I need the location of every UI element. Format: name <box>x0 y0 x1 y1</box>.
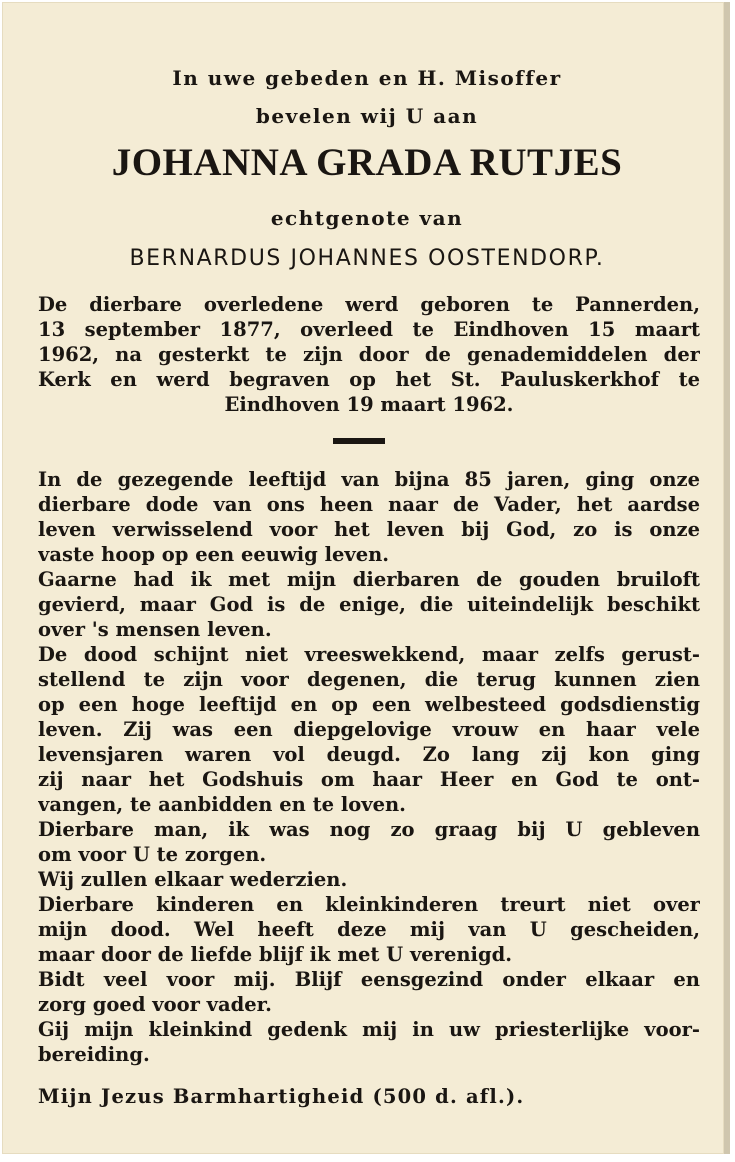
text-line: over 's mensen leven. <box>38 618 272 641</box>
text-line: Dierbare kinderen en kleinkinderen treurt niet over <box>38 893 700 916</box>
text-line: leven verwisselend voor het leven bij God, zo is onze <box>38 518 700 541</box>
text-line: om voor U te zorgen. <box>38 843 267 866</box>
spouse-intro: echtgenote van <box>270 206 464 230</box>
text-line: stellend te zijn voor degenen, die terug kunnen zien <box>38 668 700 691</box>
text-line: zorg goed voor vader. <box>38 993 272 1016</box>
indulgence-prayer: Mijn Jezus Barmhartigheid (500 d. afl.). <box>38 1085 525 1108</box>
text-line: vangen, te aanbidden en te loven. <box>38 793 406 816</box>
text-line: maar door de liefde blijf ik met U verenigd. <box>38 943 513 966</box>
deceased-name: JOHANNA GRADA RUTJES <box>111 141 623 184</box>
intro-line-2: bevelen wij U aan <box>255 104 479 128</box>
spouse-name: BERNARDUS JOHANNES OOSTENDORP. <box>129 246 605 271</box>
intro-line-1: In uwe gebeden en H. Misoffer <box>172 66 562 90</box>
memorial-text <box>38 467 700 1067</box>
divider-rule <box>333 438 385 444</box>
text-line: gevierd, maar God is de enige, die uiteindelijk beschikt <box>38 593 700 616</box>
biography-line: Kerk en werd begraven op het St. Pauluskerkhof te <box>38 368 700 391</box>
memorial-card <box>2 2 724 1154</box>
biography-line: 13 september 1877, overleed te Eindhoven 15 maart <box>38 318 700 341</box>
text-line: Bidt veel voor mij. Blijf eensgezind onder elkaar en <box>38 968 700 991</box>
text-line: vaste hoop op een eeuwig leven. <box>38 543 390 566</box>
text-line: De dood schijnt niet vreeswekkend, maar zelfs gerust- <box>38 643 700 666</box>
text-line: In de gezegende leeftijd van bijna 85 jaren, ging onze <box>38 468 700 491</box>
text-line: Dierbare man, ik was nog zo graag bij U gebleven <box>38 818 700 841</box>
biography-line: Eindhoven 19 maart 1962. <box>224 393 514 416</box>
text-line: dierbare dode van ons heen naar de Vader, het aardse <box>38 493 700 516</box>
text-line: Wij zullen elkaar wederzien. <box>38 868 348 891</box>
text-line: mijn dood. Wel heeft deze mij van U gescheiden, <box>38 918 700 941</box>
biography-line: 1962, na gesterkt te zijn door de genademiddelen der <box>38 343 700 366</box>
text-line: bereiding. <box>38 1043 150 1066</box>
biography <box>38 292 700 417</box>
text-line: Gij mijn kleinkind gedenk mij in uw priesterlijke voor- <box>38 1018 700 1041</box>
text-line: leven. Zij was een diepgelovige vrouw en haar vele <box>38 718 700 741</box>
text-line: Gaarne had ik met mijn dierbaren de gouden bruiloft <box>38 568 700 591</box>
text-line: zij naar het Godshuis om haar Heer en God te ont- <box>38 768 700 791</box>
biography-line: De dierbare overledene werd geboren te Pannerden, <box>38 293 700 316</box>
text-line: op een hoge leeftijd en op een welbesteed godsdienstig <box>38 693 700 716</box>
text-line: levensjaren waren vol deugd. Zo lang zij kon ging <box>38 743 700 766</box>
